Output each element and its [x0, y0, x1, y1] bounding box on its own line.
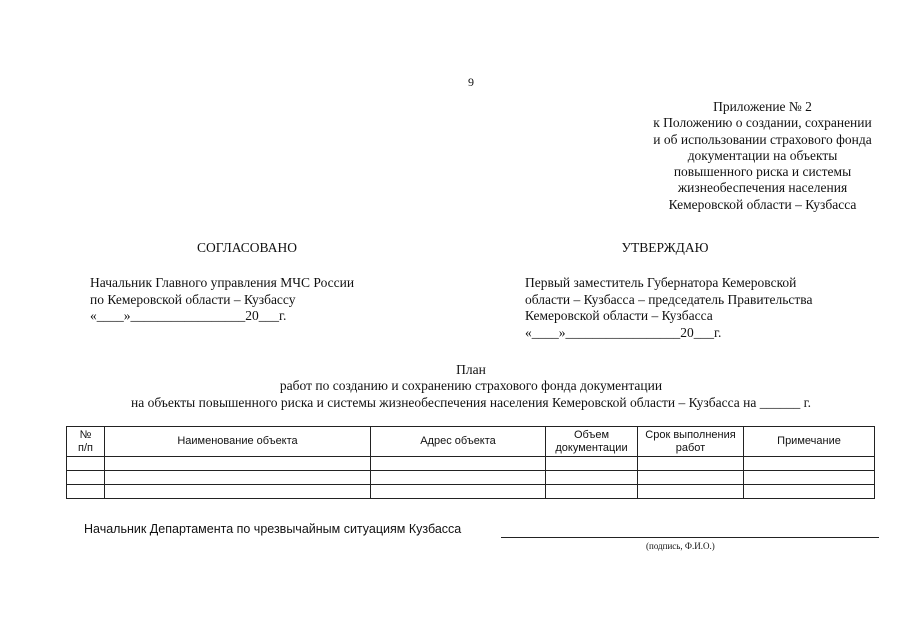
table-cell[interactable] — [546, 471, 638, 485]
signature-caption: (подпись, Ф.И.О.) — [646, 541, 715, 551]
header-volume-line: документации — [555, 441, 628, 454]
header-number — [67, 427, 105, 457]
table-header-row — [67, 427, 875, 457]
appendix-line: жизнеобеспечения населения — [677, 180, 848, 196]
header-number-line: п/п — [78, 441, 93, 454]
header-volume — [546, 427, 638, 457]
approved-date-line: «____»_________________20___г. — [525, 324, 722, 340]
approved-line: Кемеровской области – Кузбасса — [525, 308, 713, 323]
header-deadline-line: работ — [675, 441, 706, 454]
plan-title-block — [0, 362, 905, 411]
plan-table — [66, 426, 875, 499]
appendix-line: повышенного риска и системы — [673, 164, 852, 180]
agreed-date-line: «____»_________________20___г. — [90, 308, 287, 323]
table-cell[interactable] — [371, 471, 546, 485]
table-row — [67, 457, 875, 471]
table-cell[interactable] — [638, 485, 744, 499]
agreed-heading: СОГЛАСОВАНО — [197, 240, 297, 255]
approved-line: Первый заместитель Губернатора Кемеровской — [525, 275, 797, 290]
table-cell[interactable] — [546, 457, 638, 471]
header-deadline — [638, 427, 744, 457]
table-cell[interactable] — [744, 485, 875, 499]
table-row — [67, 485, 875, 499]
table-cell[interactable] — [546, 485, 638, 499]
table-cell[interactable] — [638, 457, 744, 471]
table-cell[interactable] — [371, 485, 546, 499]
approved-heading: УТВЕРЖДАЮ — [621, 240, 709, 255]
signature-label: Начальник Департамента по чрезвычайным ситуациям Кузбасса — [84, 522, 462, 536]
plan-title: План — [456, 362, 486, 377]
table-cell[interactable] — [67, 471, 105, 485]
header-number-line: № — [79, 429, 92, 441]
table-cell[interactable] — [744, 457, 875, 471]
header-object-address: Адрес объекта — [371, 427, 546, 457]
plan-subtitle: на объекты повышенного риска и системы жизнеобеспечения населения Кемеровской области – Кузбасса на ______ г. — [131, 394, 811, 410]
table-cell[interactable] — [105, 485, 371, 499]
header-volume-line: Объем — [573, 429, 610, 441]
header-object-name: Наименование объекта — [105, 427, 371, 457]
table-row — [67, 471, 875, 485]
table-cell[interactable] — [67, 457, 105, 471]
appendix-line: документации на объекты — [687, 147, 838, 163]
agreed-line: по Кемеровской области – Кузбассу — [90, 291, 296, 307]
approved-block — [525, 275, 812, 341]
page-number: 9 — [468, 75, 474, 89]
signature-line[interactable] — [501, 537, 879, 538]
table-cell[interactable] — [744, 471, 875, 485]
plan-subtitle: работ по созданию и сохранению страхового фонда документации — [279, 378, 663, 394]
appendix-line: и об использовании страхового фонда — [653, 131, 872, 147]
table-cell[interactable] — [105, 471, 371, 485]
agreed-block — [90, 275, 354, 325]
approved-line: области – Кузбасса – председатель Правительства — [525, 291, 813, 307]
appendix-line: Кемеровской области – Кузбасса — [668, 196, 857, 212]
table-cell[interactable] — [67, 485, 105, 499]
appendix-note — [600, 99, 905, 213]
table-cell[interactable] — [638, 471, 744, 485]
table-cell[interactable] — [105, 457, 371, 471]
agreed-line: Начальник Главного управления МЧС России — [90, 275, 355, 290]
header-note: Примечание — [744, 427, 875, 457]
appendix-line: Приложение № 2 — [713, 99, 812, 114]
table-cell[interactable] — [371, 457, 546, 471]
appendix-line: к Положению о создании, сохранении — [653, 115, 872, 131]
header-deadline-line: Срок выполнения — [645, 429, 736, 441]
